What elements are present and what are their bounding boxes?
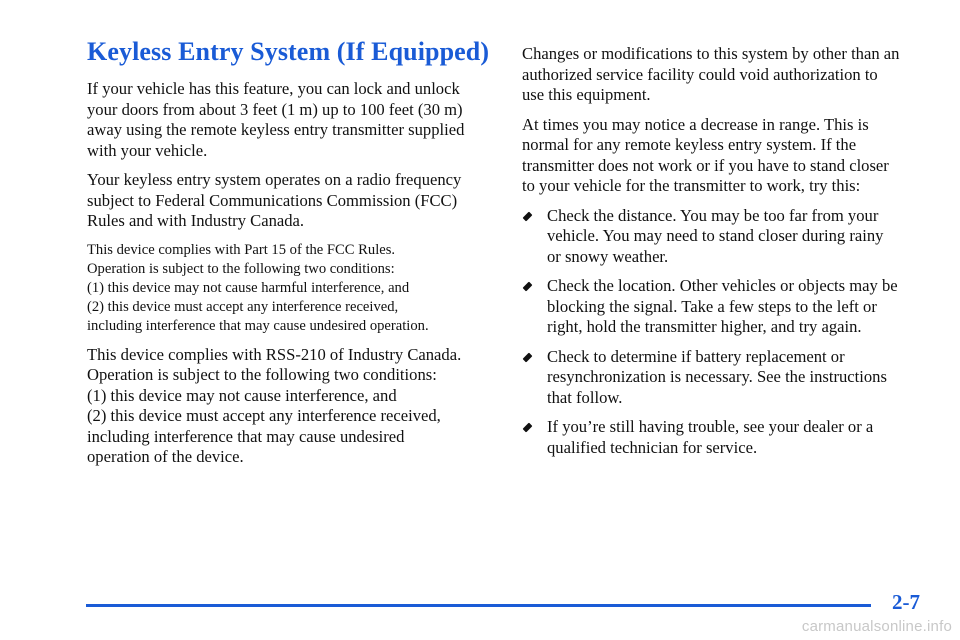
text-line: At times you may notice a decrease in range. This is — [522, 114, 869, 134]
footer-rule — [86, 604, 871, 607]
text-line: authorized service facility could void authorization to — [522, 64, 878, 84]
text-line: including interference that may cause undesired — [87, 426, 405, 446]
text-line: Operation is subject to the following two conditions: — [87, 365, 437, 385]
text-line: Check the location. Other vehicles or objects may be — [547, 276, 898, 295]
frequency-paragraph — [87, 170, 497, 232]
text-line: resynchronization is necessary. See the instructions — [547, 367, 887, 386]
left-column — [87, 36, 497, 477]
list-item — [522, 276, 932, 338]
text-line: right, hold the transmitter higher, and try again. — [547, 317, 862, 336]
text-line: Rules and with Industry Canada. — [87, 211, 305, 231]
text-line: This device complies with RSS-210 of Industry Canada. — [87, 344, 462, 364]
list-item — [522, 347, 932, 409]
modification-warning — [522, 44, 932, 106]
text-line: including interference that may cause undesired operation. — [87, 317, 429, 334]
bullet-icon — [523, 282, 533, 292]
bullet-icon — [523, 211, 533, 221]
text-line: away using the remote keyless entry transmitter supplied — [87, 120, 465, 140]
text-line: Changes or modifications to this system by other than an — [522, 44, 900, 63]
text-line: or snowy weather. — [547, 246, 669, 266]
text-line: (1) this device may not cause interference, and — [87, 385, 397, 405]
text-line: blocking the signal. Take a few steps to the left or — [547, 296, 877, 316]
text-line: normal for any remote keyless entry system. If the — [522, 135, 857, 154]
text-line: use this equipment. — [522, 85, 651, 104]
text-line: qualified technician for service. — [547, 437, 758, 457]
right-column — [522, 44, 932, 467]
text-line: that follow. — [547, 387, 623, 407]
range-paragraph — [522, 115, 932, 197]
page-number: 2-7 — [892, 590, 920, 614]
list-item — [522, 206, 932, 268]
text-line: If you’re still having trouble, see your dealer or a — [547, 417, 874, 436]
text-line: This device complies with Part 15 of the FCC Rules. — [87, 241, 396, 258]
text-line: to your vehicle for the transmitter to work, try this: — [522, 176, 861, 195]
text-line: Check to determine if battery replacement or — [547, 346, 845, 366]
text-line: vehicle. You may need to stand closer during rainy — [547, 226, 884, 245]
text-line: Check the distance. You may be too far from your — [547, 205, 879, 225]
list-item — [522, 417, 932, 458]
watermark: carmanualsonline.info — [801, 618, 952, 635]
text-line: Operation is subject to the following two conditions: — [87, 260, 395, 277]
text-line: (2) this device must accept any interference received, — [87, 298, 399, 315]
text-line: operation of the device. — [87, 447, 244, 467]
text-line: subject to Federal Communications Commission (FCC) — [87, 190, 458, 210]
text-line: transmitter does not work or if you have to stand closer — [522, 155, 889, 175]
bullet-icon — [523, 352, 533, 362]
industry-canada-notice — [87, 345, 497, 468]
text-line: (2) this device must accept any interference received, — [87, 406, 441, 426]
text-line: If your vehicle has this feature, you can lock and unlock — [87, 79, 460, 99]
fcc-notice — [87, 241, 497, 336]
intro-paragraph — [87, 79, 497, 161]
troubleshooting-list — [522, 206, 932, 459]
text-line: your doors from about 3 feet (1 m) up to 100 feet (30 m) — [87, 99, 463, 119]
text-line: with your vehicle. — [87, 140, 208, 160]
text-line: (1) this device may not cause harmful interference, and — [87, 279, 410, 296]
text-line: Your keyless entry system operates on a radio frequency — [87, 170, 462, 190]
bullet-icon — [523, 423, 533, 433]
section-heading: Keyless Entry System (If Equipped) — [87, 37, 490, 66]
